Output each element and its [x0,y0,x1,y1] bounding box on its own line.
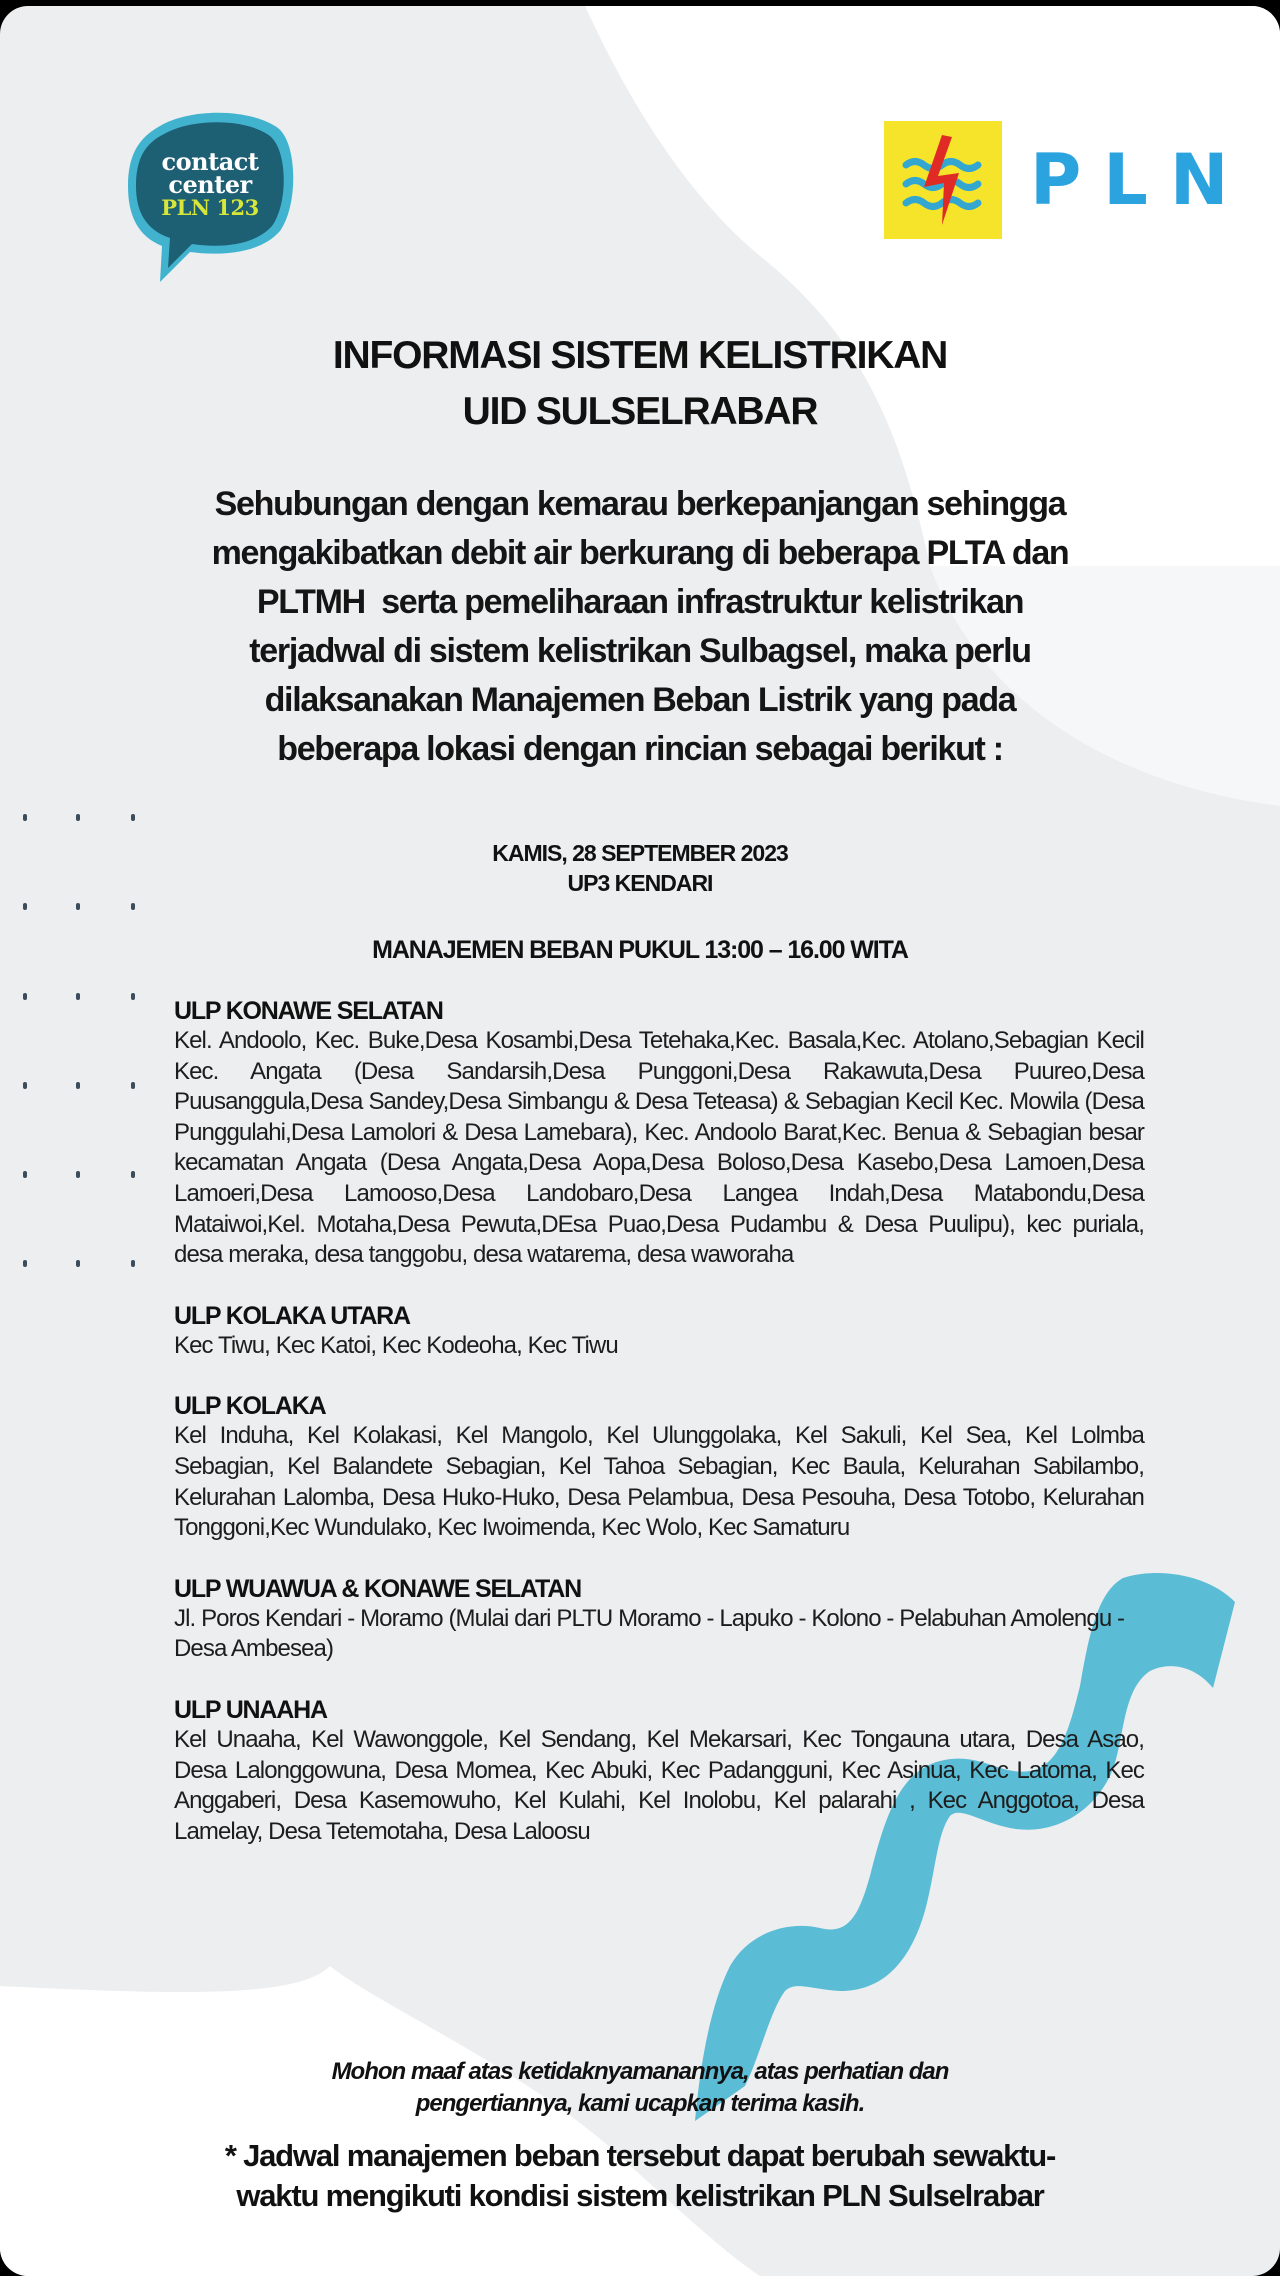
ulp-item [174,1695,1144,1847]
ulp-areas: Kel Induha, Kel Kolakasi, Kel Mangolo, Kel Ulunggolaka, Kel Sakuli, Kel Sea, Kel Lolmba Sebagian, Kel Balandete Sebagian, Kel Tahoa Sebagian, Kec Baula, Kelurahan Sabilambo, Kelurahan Lalomba, Desa Huko-Huko, Desa Pelambua, Desa Pesouha, Desa Totobo, Kelurahan Tonggoni,Kec Wundulako, Kec Iwoimenda, Kec Wolo, Kec Samaturu [174,1422,1144,1542]
cc-line-1: contact [161,147,259,176]
pln-logo [884,120,1251,240]
cc-line-2: center [168,170,252,199]
title-line-1: INFORMASI SISTEM KELISTRIKAN [332,334,948,377]
ulp-areas: Kel Unaaha, Kel Wawonggole, Kel Sendang, Kel Mekarsari, Kec Tongauna utara, Desa Asao, Desa Lalonggowuna, Desa Momea, Kec Abuki, Kec Padangguni, Kec Asinua, Kec Latoma, Kec Anggaberi, Desa Kasemowuho, Kel Kulahi, Kel Inolobu, Kel palarahi , Kec Anggotoa, Desa Lamelay, Desa Tetemotaha, Desa Laloosu [174,1725,1144,1845]
schedule-date: KAMIS, 28 SEPTEMBER 2023 [492,840,788,866]
pln-mark [884,121,1002,239]
ulp-list [174,996,1144,1877]
cc-line-3: PLN 123 [161,195,259,220]
closing-message [0,2056,1280,2120]
intro-line: terjadwal di sistem kelistrikan Sulbagsel, maka perlu [249,632,1031,670]
ulp-item [174,1391,1144,1543]
white-bottom-shape [0,1966,760,2276]
schedule-period: MANAJEMEN BEBAN PUKUL 13:00 – 16.00 WITA [372,936,908,964]
schedule-change-note [0,2136,1280,2216]
ulp-areas: Kec Tiwu, Kec Katoi, Kec Kodeoha, Kec Tiwu [174,1331,618,1359]
ulp-title: ULP UNAAHA [174,1695,327,1724]
ulp-areas: Kel. Andoolo, Kec. Buke,Desa Kosambi,Desa Tetehaka,Kec. Basala,Kec. Atolano,Sebagian Kecil Kec. Angata (Desa Sandarsih,Desa Punggoni,Desa Rakawuta,Desa Puureo,Desa Puusanggula,Desa Sandey,Desa Simbangu & Desa Teteasa) & Sebagian Kecil Kec. Mowila (Desa Punggulahi,Desa Lamolori & Desa Lamebara), Kec. Andoolo Barat,Kec. Benua & Sebagian besar kecamatan Angata (Desa Angata,Desa Aopa,Desa Boloso,Desa Kasebo,Desa Lamoen,Desa Lamoeri,Desa Lamooso,Desa Landobaro,Desa Langea Indah,Desa Matabondu,Desa Mataiwoi,Kel. Motaha,Desa Pewuta,DEsa Puao,Desa Pudambu & Desa Puulipu), kec puriala, desa meraka, desa tanggobu, desa watarema, desa waworaha [174,1027,1144,1269]
ulp-title: ULP KONAWE SELATAN [174,997,443,1025]
intro-line: PLTMH serta pemeliharaan infrastruktur kelistrikan [256,583,1024,621]
pln-wordmark: PLN [1030,139,1251,221]
page-title [0,328,1280,440]
intro-line: dilaksanakan Manajemen Beban Listrik yang pada [264,681,1016,719]
contact-center-logo [120,106,300,282]
intro-line: mengakibatkan debit air berkurang di beberapa PLTA dan [211,534,1069,572]
ulp-item [174,996,1144,1271]
schedule-date-block [0,838,1280,898]
closing-line-1: Mohon maaf atas ketidaknyamanannya, atas perhatian dan [331,2058,949,2085]
closing-line-2: pengertiannya, kami ucapkan terima kasih. [415,2090,865,2117]
ulp-title: ULP WUAWUA & KONAWE SELATAN [174,1574,581,1603]
ulp-title: ULP KOLAKA [174,1392,326,1421]
title-line-2: UID SULSELRABAR [462,390,818,433]
contact-center-text [120,147,300,220]
note-line-1: * Jadwal manajemen beban tersebut dapat berubah sewaktu- [224,2138,1056,2173]
ulp-item [174,1574,1144,1665]
announcement-poster [0,6,1280,2276]
ulp-item [174,1301,1144,1362]
intro-line: beberapa lokasi dengan rincian sebagai berikut : [277,730,1003,768]
intro-line: Sehubungan dengan kemarau berkepanjangan sehingga [214,485,1066,523]
lightning-waves-icon [884,121,1002,239]
note-line-2: waktu mengikuti kondisi sistem kelistrikan PLN Sulselrabar [236,2178,1044,2213]
intro-paragraph [110,480,1170,774]
ulp-areas: Jl. Poros Kendari - Moramo (Mulai dari PLTU Moramo - Lapuko - Kolono - Pelabuhan Amolengu - Desa Ambesea) [174,1604,1125,1663]
ulp-title: ULP KOLAKA UTARA [174,1301,410,1330]
schedule-unit: UP3 KENDARI [567,870,713,896]
